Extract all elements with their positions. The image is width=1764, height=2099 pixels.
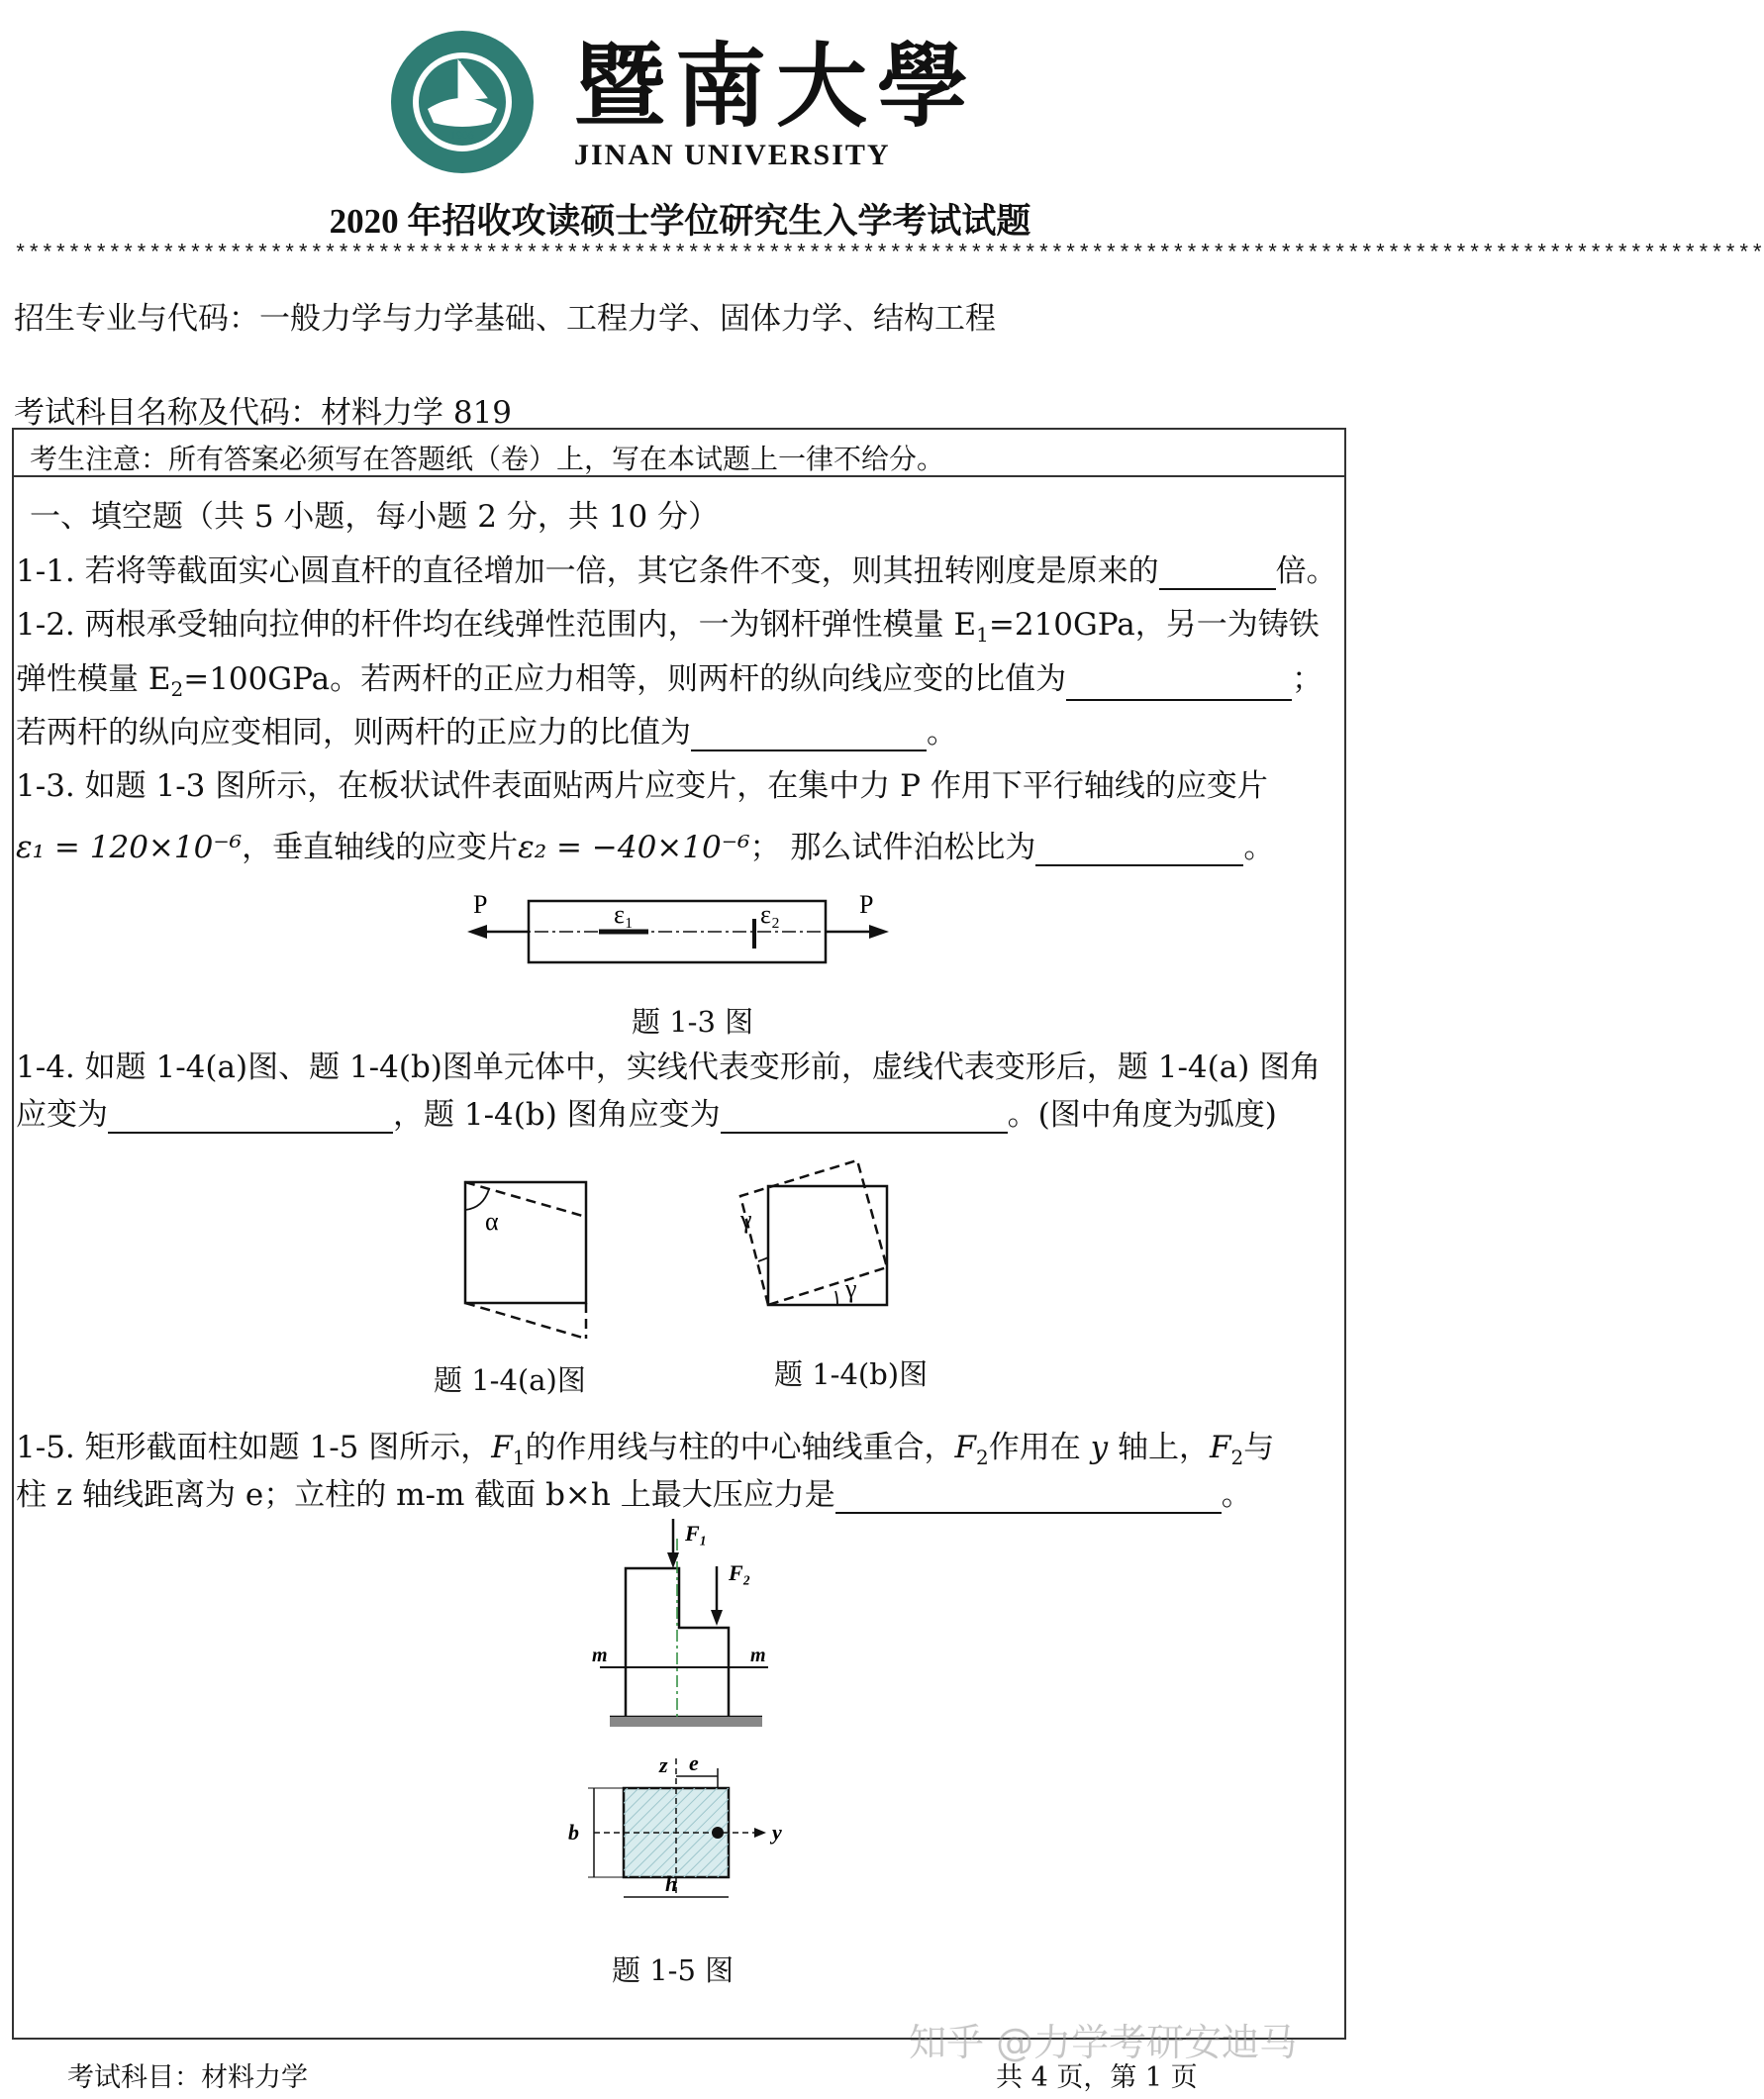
q2-line2-end: ；	[1292, 661, 1323, 697]
section-heading: 一、填空题（共 5 小题，每小题 2 分，共 10 分）	[30, 499, 720, 535]
q5-F2-second: F	[1210, 1430, 1231, 1465]
q5-answer-blank[interactable]	[835, 1482, 1222, 1514]
figure-1-5-caption: 题 1-5 图	[612, 1953, 735, 1987]
q5-line1-d: 轴上，	[1118, 1430, 1210, 1465]
y-arrow-icon	[754, 1828, 766, 1838]
b-label: b	[568, 1820, 579, 1845]
element-deformed-bottom	[465, 1303, 586, 1339]
footer-page: 共 4 页，第 1 页	[996, 2062, 1198, 2093]
q3-answer-blank[interactable]	[1035, 835, 1243, 866]
figure-1-4b	[719, 1149, 897, 1317]
majors-line: 招生专业与代码：一般力学与力学基础、工程力学、固体力学、结构工程	[14, 301, 996, 337]
q3-mid-text: ，垂直轴线的应变片	[242, 830, 519, 865]
q2-line2-a: 弹性模量 E	[16, 661, 171, 697]
load-label-right: P	[859, 890, 874, 919]
q2-line1-end: =210GPa，另一为铸铁	[988, 607, 1320, 643]
q5-line1-c: 作用在	[988, 1430, 1081, 1465]
q3-epsilon2: ε₂ = −40×10⁻⁶	[518, 830, 750, 865]
figure-1-4a	[455, 1172, 594, 1350]
figure-1-3	[465, 889, 901, 968]
alpha-label: α	[485, 1207, 499, 1236]
question-1-3-line1: 1-3. 如题 1-3 图所示，在板状试件表面贴两片应变片，在集中力 P 作用下平行轴线的应变片	[16, 768, 1268, 804]
z-label: z	[659, 1752, 668, 1777]
q2-e2-subscript: 2	[170, 677, 184, 702]
f2-arrow-icon	[711, 1610, 723, 1626]
q3-end-text: ； 那么试件泊松比为	[749, 830, 1036, 865]
q1-unit: 倍。	[1275, 553, 1337, 589]
m-label-left: m	[592, 1645, 608, 1666]
subject-line: 考试科目名称及代码：材料力学 819	[14, 395, 513, 431]
gamma-label-left: γ	[740, 1205, 752, 1234]
q5-line1-b: 的作用线与柱的中心轴线重合，	[525, 1430, 955, 1465]
university-seal	[388, 28, 537, 176]
footer-subject: 考试科目：材料力学	[67, 2062, 308, 2093]
figure-1-5-column	[590, 1519, 788, 1747]
q2-line1-text: 1-2. 两根承受轴向拉伸的杆件均在线弹性范围内，一为钢杆弹性模量 E	[16, 607, 977, 643]
question-1-2-line1	[16, 599, 1320, 647]
figure-1-5-section	[554, 1749, 802, 1917]
q5-line1-a: 1-5. 矩形截面柱如题 1-5 图所示，	[16, 1430, 492, 1465]
ground-hatch	[610, 1717, 762, 1727]
exam-title: 2020 年招收攻读硕士学位研究生入学考试试题	[329, 202, 1031, 241]
question-1-4-line1: 1-4. 如题 1-4(a)图、题 1-4(b)图单元体中，实线代表变形前，虚线代表变形后，题 1-4(a) 图角	[16, 1050, 1322, 1085]
q4-line2-b: ，题 1-4(b) 图角应变为	[393, 1097, 721, 1133]
q4-line2-a: 应变为	[16, 1097, 108, 1133]
question-1-2-line3	[16, 707, 957, 751]
left-arrow-icon	[467, 925, 487, 939]
question-1-1	[16, 546, 1337, 590]
q2-e1-subscript: 1	[976, 623, 989, 648]
star-divider: **********************************************************************************************************************************	[14, 242, 1764, 266]
question-1-3-line2	[16, 822, 1274, 866]
q1-answer-blank[interactable]	[1159, 558, 1276, 590]
figure-1-3-caption: 题 1-3 图	[632, 1005, 754, 1039]
q5-y: y	[1090, 1430, 1109, 1465]
f2-label: F₂	[729, 1560, 751, 1585]
q3-epsilon1: ε₁ = 120×10⁻⁶	[16, 830, 243, 865]
f1-label: F₁	[685, 1521, 708, 1546]
gauge-label-2: ε₂	[760, 900, 780, 929]
watermark: 知乎 @力学考研安迪马	[909, 2021, 1298, 2064]
university-name-cn: 暨南大學	[574, 33, 979, 140]
e-label: e	[689, 1750, 699, 1775]
element-original	[768, 1186, 887, 1305]
q2-answer-blank-1[interactable]	[1066, 669, 1292, 701]
gamma-arc-bottom	[835, 1291, 837, 1305]
university-name-en: JINAN UNIVERSITY	[574, 139, 891, 171]
q5-line2-end: 。	[1221, 1477, 1252, 1513]
seal-year: 1906	[450, 128, 474, 142]
y-label: y	[772, 1820, 782, 1845]
load-label-left: P	[473, 890, 488, 919]
figure-1-4b-caption: 题 1-4(b)图	[774, 1357, 929, 1391]
q2-answer-blank-2[interactable]	[691, 720, 927, 751]
q5-line1-e: 与	[1243, 1430, 1275, 1465]
question-1-5-line2	[16, 1469, 1252, 1514]
q3-end-period: 。	[1243, 830, 1275, 865]
question-1-2-line2	[16, 653, 1323, 701]
q1-text: 1-1. 若将等截面实心圆直杆的直径增加一倍，其它条件不变，则其扭转刚度是原来的	[16, 553, 1159, 589]
element-deformed	[740, 1160, 887, 1305]
q4-answer-blank-a[interactable]	[108, 1102, 393, 1134]
q2-line3-a: 若两杆的纵向应变相同，则两杆的正应力的比值为	[16, 715, 691, 750]
right-arrow-icon	[869, 925, 889, 939]
q5-line2-text: 柱 z 轴线距离为 e；立柱的 m-m 截面 b×h 上最大压应力是	[16, 1477, 835, 1513]
q5-F2: F	[954, 1430, 977, 1465]
q4-line2-c: 。(图中角度为弧度)	[1007, 1097, 1277, 1133]
question-1-5-line1: 1-5. 矩形截面柱如题 1-5 图所示，$F_1$的作用线与柱的中心轴线重合，$F_2$作用在 y 轴上，$F_2$与	[16, 1430, 1275, 1470]
gauge-label-1: ε₁	[614, 900, 634, 929]
gamma-label-bottom: γ	[845, 1274, 857, 1303]
question-1-4-line2	[16, 1089, 1277, 1134]
gamma-arc-left	[758, 1257, 768, 1261]
notice-text: 考生注意：所有答案必须写在答题纸（卷）上，写在本试题上一律不给分。	[30, 443, 945, 475]
m-label-right: m	[750, 1645, 766, 1666]
q2-line3-end: 。	[927, 715, 957, 750]
figure-1-4a-caption: 题 1-4(a)图	[434, 1363, 586, 1397]
f2-point	[712, 1827, 724, 1839]
q5-F1: F	[491, 1430, 513, 1465]
q4-answer-blank-b[interactable]	[721, 1102, 1008, 1134]
q2-line2-b: =100GPa。若两杆的正应力相等，则两杆的纵向线应变的比值为	[183, 661, 1067, 697]
h-label: h	[665, 1871, 678, 1896]
